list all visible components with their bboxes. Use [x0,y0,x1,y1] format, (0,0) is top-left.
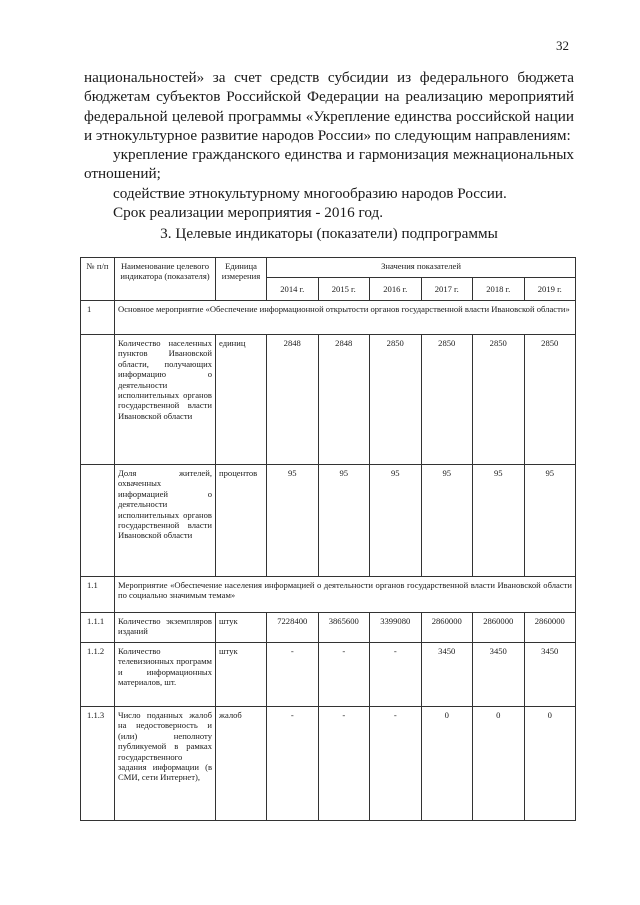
row-value: 95 [318,465,370,577]
row-name: Количество экземпляров изданий [115,613,216,643]
row-unit: жалоб [216,707,267,821]
row-value: 0 [473,707,525,821]
group-num: 1.1 [81,577,115,613]
row-value: 3399080 [370,613,422,643]
row-num [81,335,115,465]
group-num: 1 [81,301,115,335]
header-year: 2014 г. [267,278,319,301]
row-value: - [370,707,422,821]
header-unit: Единица измерения [216,258,267,301]
row-unit: штук [216,643,267,707]
row-num: 1.1.1 [81,613,115,643]
row-value: 2850 [524,335,576,465]
row-value: 0 [421,707,473,821]
row-value: 2860000 [524,613,576,643]
row-value: 3450 [473,643,525,707]
row-value: 95 [370,465,422,577]
row-value: - [318,643,370,707]
table-row [81,643,576,707]
row-value: 2848 [267,335,319,465]
group-row [81,577,576,613]
row-unit: штук [216,613,267,643]
row-value: 95 [524,465,576,577]
header-year: 2017 г. [421,278,473,301]
header-year: 2015 г. [318,278,370,301]
header-name: Наименование целевого индикатора (показателя) [115,258,216,301]
row-value: 2850 [473,335,525,465]
header-year: 2019 г. [524,278,576,301]
row-value: - [318,707,370,821]
row-name: Доля жителей, охваченных информацией о деятельности исполнительных органов государственной власти Ивановской области [115,465,216,577]
row-value: 95 [421,465,473,577]
row-value: - [267,643,319,707]
page-number: 32 [556,38,569,53]
row-name: Число поданных жалоб на недостоверность и (или) неполноту публикуемой в рамках государственного задания информации (в СМИ, сети Интернет), [115,707,216,821]
table-row [81,465,576,577]
group-row [81,301,576,335]
row-num: 1.1.2 [81,643,115,707]
row-value: 0 [524,707,576,821]
row-value: 2850 [370,335,422,465]
indicators-table [80,257,576,821]
row-value: 7228400 [267,613,319,643]
row-value: - [267,707,319,821]
row-num: 1.1.3 [81,707,115,821]
header-year: 2018 г. [473,278,525,301]
row-num [81,465,115,577]
row-unit: процентов [216,465,267,577]
row-value: 2860000 [473,613,525,643]
section-heading: 3. Целевые индикаторы (показатели) подпрограммы [160,225,498,242]
row-value: 2860000 [421,613,473,643]
row-value: 95 [267,465,319,577]
row-unit: единиц [216,335,267,465]
paragraph: Срок реализации мероприятия - 2016 год. [113,204,383,222]
row-name: Количество населенных пунктов Ивановской области, получающих информацию о деятельности исполнительных органов государственной власти Ивановской области [115,335,216,465]
row-value: 3865600 [318,613,370,643]
table-row [81,613,576,643]
header-num: № п/п [81,258,115,301]
header-year: 2016 г. [370,278,422,301]
table-row [81,335,576,465]
row-name: Количество телевизионных программ и информационных материалов, шт. [115,643,216,707]
row-value: 95 [473,465,525,577]
group-title: Мероприятие «Обеспечение населения информацией о деятельности органов государственной власти Ивановской области по социально значимым темам» [115,577,576,613]
table-row [81,707,576,821]
row-value: 3450 [524,643,576,707]
group-title: Основное мероприятие «Обеспечение информационной открытости органов государственной власти Ивановской области» [115,301,576,335]
body-text [84,68,574,222]
row-value: 2848 [318,335,370,465]
paragraph: национальностей» за счет средств субсидии из федерального бюджета бюджетам субъектов Российской Федерации на реализацию мероприятий федеральной целевой программы «Укрепление единства российской нации и этнокультурное развитие народов России» по следующим направлениям: [84,69,574,144]
row-value: 2850 [421,335,473,465]
paragraph: содействие этнокультурному многообразию народов России. [113,184,507,202]
paragraph: укрепление гражданского единства и гармонизация межнациональных отношений; [84,146,574,183]
header-values: Значения показателей [267,258,576,278]
row-value: - [370,643,422,707]
row-value: 3450 [421,643,473,707]
